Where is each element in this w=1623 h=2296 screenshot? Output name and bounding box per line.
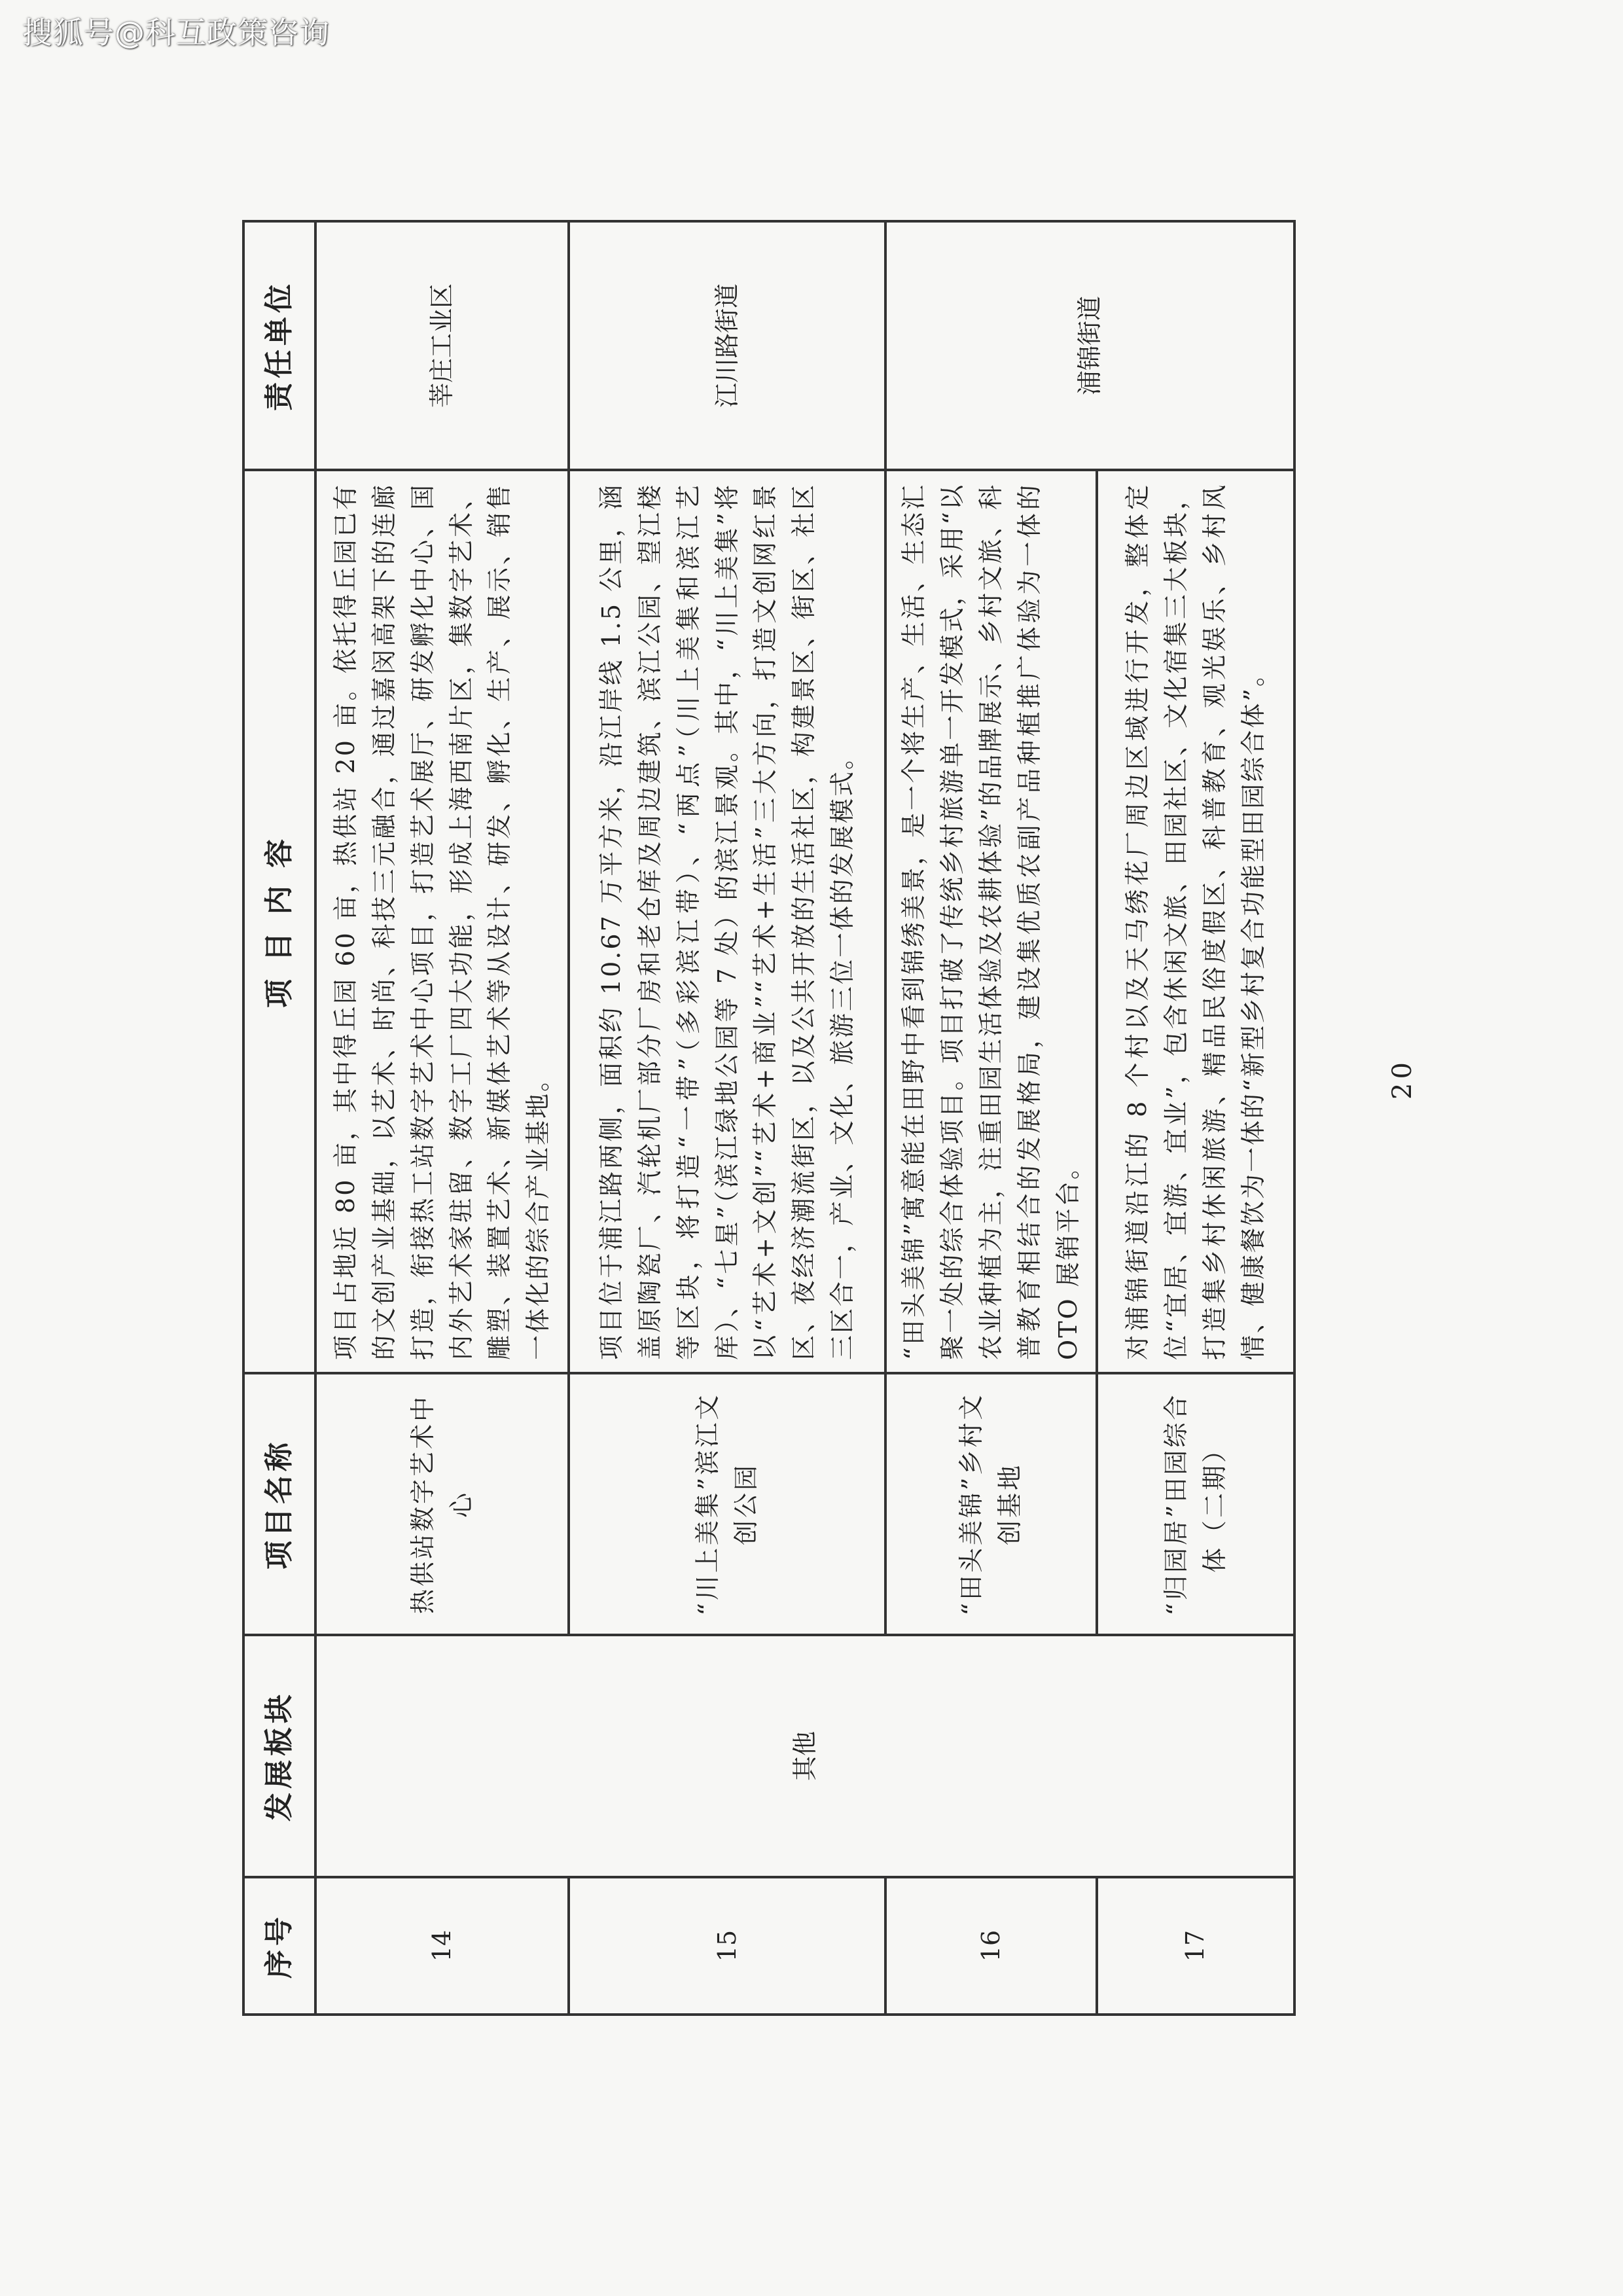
row-content: “田头美锦”寓意能在田野中看到锦绣美景，是一个将生产、生活、生态汇聚一处的综合体验项目。项目打破了传统乡村旅游单一开发模式，采用“以农业种植为主，注重田园生活体验及农耕体验”的品牌展示、乡村文旅、科普教育相结合的发展格局，建设集优质农副产品种植推广体验为一体的 OTO 展销平台。 (885, 470, 1097, 1373)
project-table (242, 220, 1296, 2016)
watermark: 搜狐号@科互政策咨询 (22, 15, 330, 50)
row-unit: 江川路街道 (569, 221, 885, 470)
header-sector: 发展板块 (243, 1635, 315, 1877)
header-seq: 序号 (243, 1877, 315, 2015)
row-unit: 莘庄工业区 (315, 221, 569, 470)
row-name: “田头美锦”乡村文创基地 (885, 1373, 1097, 1635)
row-seq: 14 (315, 1877, 569, 2015)
row-name: “归园居”田园综合体（二期） (1097, 1373, 1294, 1635)
row-seq: 15 (569, 1877, 885, 2015)
row-seq: 16 (885, 1877, 1097, 2015)
row-content: 项目位于浦江路两侧，面积约 10.67 万平方米，沿江岸线 1.5 公里，涵盖原陶瓷厂、汽轮机厂部分厂房和老仓库及周边建筑、滨江公园、望江楼等区块，将打造“一带”（多彩滨江带）、“两点”（川上美集和滨江艺库）、“七星”（滨江绿地公园等 7 处）的滨江景观。其中，“川上美集”将以“艺术+文创”“艺术+商业”“艺术+生活”三大方向，打造文创网红景区、夜经济潮流街区，以及公共开放的生活社区，构建景区、街区、社区三区合一，产业、文化、旅游三位一体的发展模式。 (569, 470, 885, 1373)
header-unit: 责任单位 (243, 221, 315, 470)
table-header-row (243, 221, 315, 2015)
header-name: 项目名称 (243, 1373, 315, 1635)
row-unit: 浦锦街道 (885, 221, 1294, 470)
header-content: 项 目 内 容 (243, 470, 315, 1373)
page-number: 20 (1387, 1058, 1418, 1100)
row-name: 热供站数字艺术中心 (315, 1373, 569, 1635)
sector-cell: 其他 (315, 1635, 1294, 1877)
rotated-table-wrapper (242, 223, 1296, 2016)
row-content: 项目占地近 80 亩，其中得丘园 60 亩，热供站 20 亩。依托得丘园已有的文创产业基础，以艺术、时尚、科技三元融合，通过嘉闵高架下的连廊打造，衔接热工站数字艺术中心项目，打造艺术展厅、研发孵化中心、国内外艺术家驻留、数字工厂四大功能，形成上海西南片区，集数字艺术、雕塑、装置艺术、新媒体艺术等从设计、研发、孵化、生产、展示、销售一体化的综合产业基地。 (315, 470, 569, 1373)
row-seq: 17 (1097, 1877, 1294, 2015)
table-row (315, 221, 569, 2015)
row-name: “川上美集”滨江文创公园 (569, 1373, 885, 1635)
row-content: 对浦锦街道沿江的 8 个村以及天马绣花厂周边区域进行开发，整体定位“宜居、宜游、宜业”，包含休闲文旅、田园社区、文化宿集三大板块，打造集乡村休闲旅游、精品民俗度假区、科普教育、观光娱乐、乡村风情、健康餐饮为一体的“新型乡村复合功能型田园综合体”。 (1097, 470, 1294, 1373)
